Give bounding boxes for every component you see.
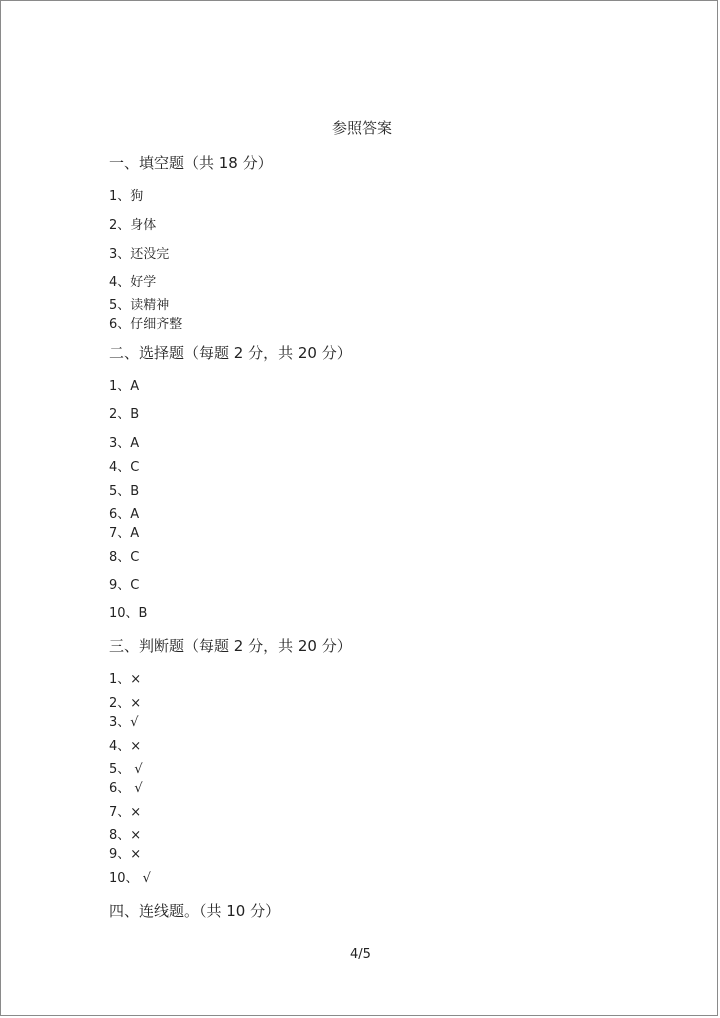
- answer-item: 1、A: [109, 379, 140, 394]
- answer-item: 1、×: [109, 672, 142, 687]
- answer-item: 6、A: [109, 507, 140, 522]
- section-heading-multiple-choice: 二、选择题（每题 2 分，共 20 分）: [109, 344, 352, 362]
- answer-item: 2、身体: [109, 218, 157, 233]
- section-heading-fill-blank: 一、填空题（共 18 分）: [109, 154, 273, 172]
- answer-item: 2、B: [109, 407, 140, 422]
- answer-item: 4、×: [109, 739, 142, 754]
- answer-item: 8、×: [109, 828, 142, 843]
- answer-item: 10、B: [109, 606, 148, 621]
- answer-item: 1、狗: [109, 189, 144, 204]
- answer-item: 4、C: [109, 460, 140, 475]
- answer-item: 7、×: [109, 805, 142, 820]
- section-heading-matching: 四、连线题。（共 10 分）: [109, 902, 281, 920]
- answer-item: 7、A: [109, 526, 140, 541]
- answer-item: 4、好学: [109, 275, 157, 290]
- answer-item: 6、仔细齐整: [109, 317, 183, 332]
- answer-item: 10、 √: [109, 871, 151, 886]
- answer-item: 5、读精神: [109, 298, 170, 313]
- answer-item: 9、C: [109, 578, 140, 593]
- answer-item: 8、C: [109, 550, 140, 565]
- answer-item: 5、 √: [109, 762, 143, 777]
- answer-item: 3、√: [109, 715, 139, 730]
- answer-item: 2、×: [109, 696, 142, 711]
- answer-item: 3、A: [109, 436, 140, 451]
- page-title: 参照答案: [332, 119, 393, 137]
- answer-item: 3、还没完: [109, 247, 170, 262]
- page-number: 4/5: [350, 947, 371, 962]
- answer-item: 5、B: [109, 484, 140, 499]
- answer-item: 9、×: [109, 847, 142, 862]
- section-heading-true-false: 三、判断题（每题 2 分，共 20 分）: [109, 637, 352, 655]
- answer-item: 6、 √: [109, 781, 143, 796]
